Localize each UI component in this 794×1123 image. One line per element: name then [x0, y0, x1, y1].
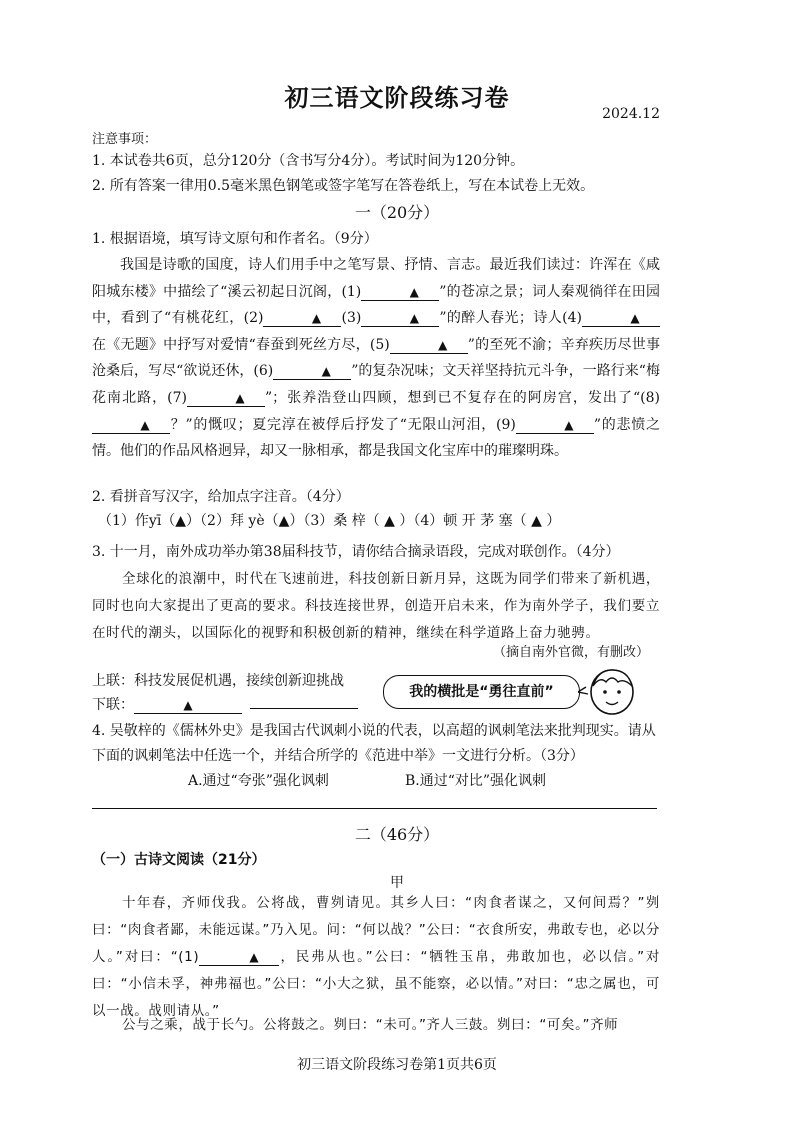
passage-answer-blank-1[interactable]: ▲ — [199, 949, 279, 966]
section-2-heading: 二（46分） — [354, 825, 440, 844]
q4-option-b: B.通过“对比”强化讽刺 — [405, 773, 547, 789]
q1-stem: 1. 根据语境，填写诗文原句和作者名。（9分） — [92, 231, 378, 247]
notice-item-1: 1. 本试卷共6页，总分120分（含书写分4分）。考试时间为120分钟。 — [92, 153, 525, 169]
page-footer: 初三语文阶段练习卷第1页共6页 — [297, 1057, 497, 1073]
speech-bubble: 我的横批是“勇往直前” — [383, 675, 580, 709]
answer-blank-8[interactable]: ▲ — [92, 417, 170, 434]
exam-date: 2024.12 — [602, 106, 660, 122]
couplet-upper: 上联：科技发展促机遇，接续创新迎挑战 — [92, 673, 344, 689]
couplet-lower-label: 下联： ▲ — [92, 694, 358, 714]
notice-item-2: 2. 所有答案一律用0.5毫米黑色钢笔或签字笔写在答卷纸上，写在本试卷上无效。 — [92, 178, 595, 194]
section-divider — [92, 808, 657, 809]
answer-blank-9[interactable]: ▲ — [516, 417, 594, 434]
q3-stem: 3. 十一月，南外成功举办第38届科技节，请你结合摘录语段，完成对联创作。（4分） — [92, 544, 620, 560]
page-title: 初三语文阶段练习卷 — [284, 83, 510, 112]
subsection-classical: （一）古诗文阅读（21分） — [92, 852, 266, 868]
passage-jia-p2: 公与之乘，战于长勺。公将鼓之。刿曰：“未可。”齐人三鼓。刿曰：“可矣。”齐师 — [122, 1017, 619, 1033]
q4-stem-2: 下面的讽刺笔法中任选一个，并结合所学的《范进中举》一文进行分析。（3分） — [92, 748, 584, 764]
q2-stem: 2. 看拼音写汉字，给加点字注音。（4分） — [92, 489, 350, 505]
couplet-lower-blank-1[interactable]: ▲ — [134, 697, 242, 714]
answer-blank-7[interactable]: ▲ — [187, 390, 265, 407]
answer-blank-6[interactable]: ▲ — [273, 363, 351, 380]
answer-blank-3[interactable]: ▲ — [361, 310, 439, 327]
answer-blank-1[interactable]: ▲ — [361, 284, 439, 301]
q4-option-a: A.通过“夸张”强化讽刺 — [188, 773, 329, 789]
answer-blank-2[interactable]: ▲ — [263, 310, 341, 327]
section-1-heading: 一（20分） — [354, 203, 440, 222]
couplet-lower-blank-2[interactable] — [250, 708, 358, 709]
answer-blank-4[interactable]: ▲ — [582, 310, 660, 327]
q3-source: （摘自南外官微，有删改） — [492, 645, 649, 660]
q3-quote: 全球化的浪潮中，时代在飞速前进，科技创新日新月异，这既为同学们带来了新机遇，同时也向大家提出了更高的要求。科技连接世界，创造开启未来，作为南外学子，我们要立在时代的潮头，以国际化的视野和积极创新的精神，继续在科学道路上奋力驰骋。 — [92, 571, 660, 641]
passage-jia-label: 甲 — [390, 875, 404, 891]
passage-jia-p1: 十年春，齐师伐我。公将战，曹刿请见。其乡人曰：“肉食者谋之，又何间焉？”刿曰：“肉食者鄙，未能远谋。”乃入见。问：“何以战？”公曰：“衣食所安，弗敢专也，必以分人。”对曰：“(1) ▲ ，民弗从也。”公曰：“牺牲玉帛，弗敢加也，必以信。”对曰：“小信未孚，神弗福也。”公曰：“小大之狱，虽不能察，必以情。”对曰：“忠之属也，可以一战。战则请从。” — [92, 895, 660, 1019]
q4-stem-1: 4. 吴敬梓的《儒林外史》是我国古代讽刺小说的代表，以高超的讽刺笔法来批判现实。请从 — [92, 723, 656, 739]
q2-items: （1）作yī（▲）（2）拜 yè（▲）（3）桑 梓（ ▲ ）（4）顿 开 茅 塞（ ▲ ） — [98, 513, 561, 529]
student-cartoon-icon — [578, 662, 640, 720]
q1-passage: 我国是诗歌的国度，诗人们用手中之笔写景、抒情、言志。最近我们读过：许浑在《咸阳城东楼》中描绘了“溪云初起日沉阁，(1) ▲ ”的苍凉之景；词人秦观徜徉在田园中，看到了“有桃花红，(2) ▲ (3) ▲ ”的醉人春光；诗人(4) ▲在《无题》中抒写对爱情“春蚕到死丝方尽，(5) ▲ ”的至死不渝；辛弃疾历尽世事沧桑后，写尽“欲说还休，(6) ▲ ”的复杂况味；文天祥坚持抗元斗争，一路行来“梅花南北路，(7) ▲ ”；张养浩登山四顾，想到已不复存在的阿房宫，发出了“(8)▲ ？”的慨叹；夏完淳在被俘后抒发了“无限山河泪，(9) ▲ ”的悲愤之情。他们的作品风格迥异，却又一脉相承，都是我国文化宝库中的璀璨明珠。 — [92, 257, 660, 460]
notice-label: 注意事项： — [92, 132, 158, 147]
answer-blank-5[interactable]: ▲ — [390, 337, 468, 354]
